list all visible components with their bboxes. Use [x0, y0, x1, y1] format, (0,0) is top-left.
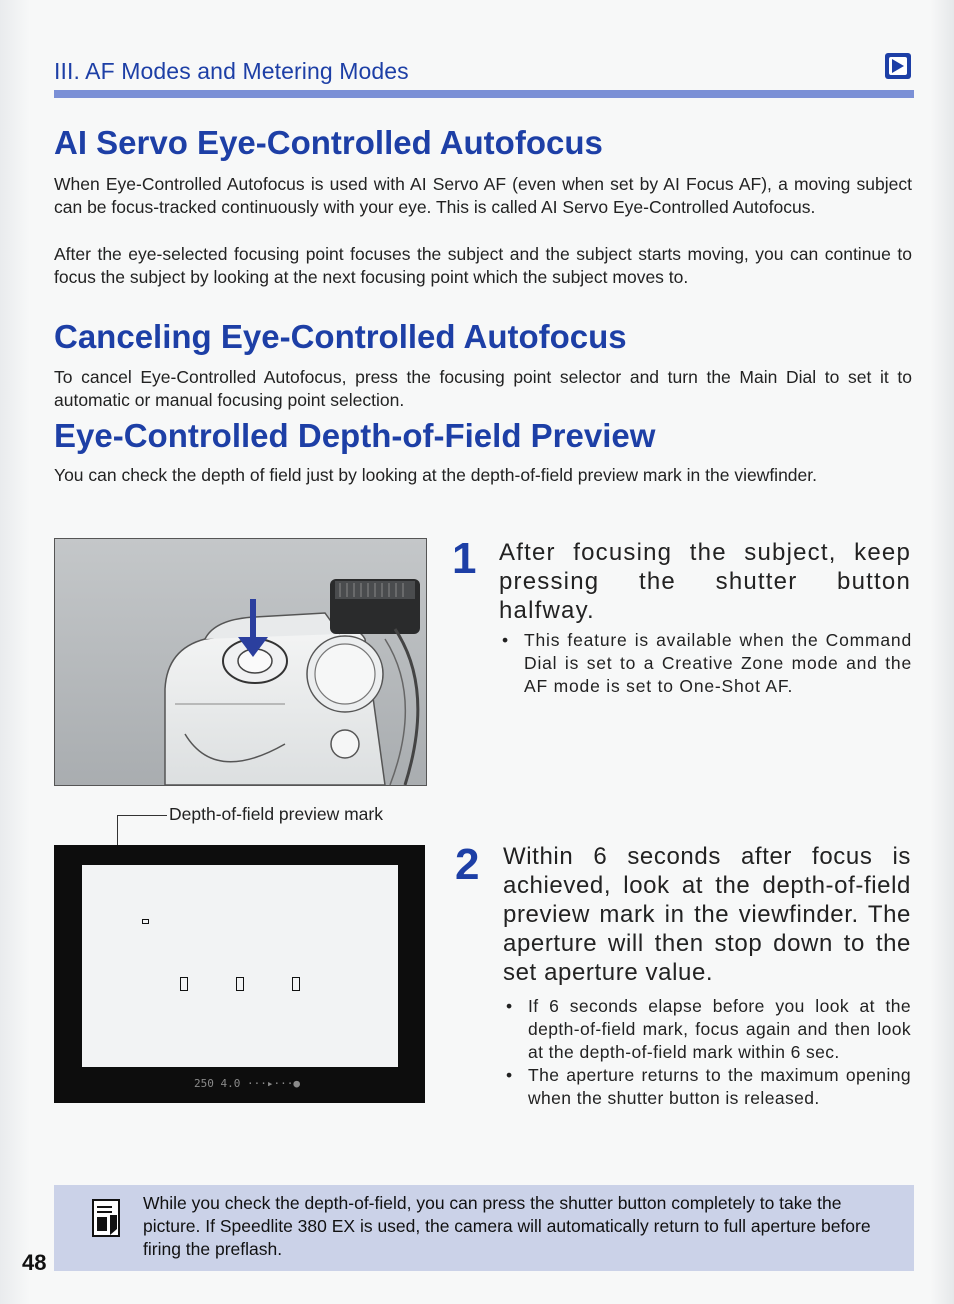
heading-dof-preview: Eye-Controlled Depth-of-Field Preview [54, 417, 656, 454]
viewfinder-illustration [54, 845, 425, 1103]
note-box [54, 1185, 914, 1271]
camera-photo [54, 538, 427, 786]
servo-paragraph-1: When Eye-Controlled Autofocus is used with AI Servo AF (even when set by AI Focus AF), a moving subject can be focus-tracked continuously with your eye. This is called AI Servo Eye-Controlled Autofocus. [54, 174, 912, 217]
camera-illustration [55, 539, 426, 785]
dof-preview-mark [142, 919, 149, 924]
cancel-paragraph: To cancel Eye-Controlled Autofocus, press the focusing point selector and turn the Main Dial to set it to automatic or manual focusing point selection. [54, 367, 912, 410]
step-2-bullet: • The aperture returns to the maximum opening when the shutter button is released. [503, 1064, 911, 1110]
page-number: 48 [22, 1250, 47, 1275]
viewfinder-info-readout: 250 4.0 ···▸···● [194, 1077, 300, 1090]
heading-canceling: Canceling Eye-Controlled Autofocus [54, 318, 627, 355]
step-2-bullets [503, 995, 911, 1110]
heading-ai-servo: AI Servo Eye-Controlled Autofocus [54, 124, 603, 161]
dof-mark-callout-label: Depth-of-field preview mark [169, 804, 383, 824]
header-rule [54, 90, 914, 98]
step-2-bullet: • If 6 seconds elapse before you look at the depth-of-field mark, focus again and then look at the depth-of-field mark within 6 sec. [503, 995, 911, 1064]
af-point-left [180, 977, 188, 991]
step-1-bullet: • This feature is available when the Command Dial is set to a Creative Zone mode and the AF mode is set to One-Shot AF. [499, 629, 912, 698]
step-1-text: After focusing the subject, keep pressing the shutter button halfway. [499, 539, 911, 624]
section-header: III. AF Modes and Metering Modes [54, 58, 409, 84]
note-text: While you check the depth-of-field, you can press the shutter button completely to take the picture. If Speedlite 380 EX is used, the camera will automatically return to full aperture before firing the preflash. [143, 1193, 871, 1259]
af-point-right [292, 977, 300, 991]
next-page-icon[interactable] [884, 52, 912, 80]
viewfinder-screen [82, 865, 398, 1067]
step-1-bullets [499, 629, 912, 698]
memo-icon [92, 1199, 120, 1237]
servo-paragraph-2: After the eye-selected focusing point focuses the subject and the subject starts moving, you can continue to focus the subject by looking at the next focusing point which the subject moves to. [54, 244, 912, 287]
step-2-text: Within 6 seconds after focus is achieved, look at the depth-of-field preview mark in the viewfinder. The aperture will then stop down to the set aperture value. [503, 843, 911, 986]
step-2-number: 2 [455, 840, 480, 889]
callout-leader-line [117, 815, 167, 816]
af-point-center [236, 977, 244, 991]
step-1-number: 1 [452, 534, 477, 583]
dof-paragraph: You can check the depth of field just by looking at the depth-of-field preview mark in the viewfinder. [54, 465, 817, 485]
